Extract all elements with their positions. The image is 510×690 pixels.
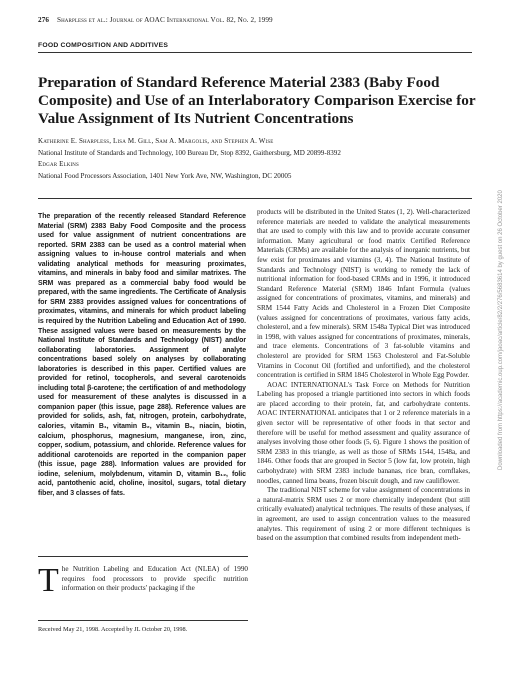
abstract: The preparation of the recently released Standard Reference Material (SRM) 2383 Baby Food Composite and the process used for value assignment of nutrient concentrations are reported. SRM 2383 can be used as a control material when assigning values to in-house control materials and when validating analytical methods for measuring proximates, vitamins, and minerals in baby food and similar matrixes. The SRM was prepared as a commercial baby food would be prepared, with the same ingredients. The Certificate of Analysis for SRM 2383 provides assigned values for concentrations of proximates, vitamins, and minerals for which product labeling is required by the Nutrition Labeling and Education Act of 1990. These assigned values were based on measurements by the National Institute of Standards and Technology (NIST) and/or collaborating laboratories. Assignment of analyte concentrations based solely on analyses by collaborating laboratories is described in this paper. Certified values are provided for retinol, tocopherols, and several carotenoids including total β-carotene; the certification of and methodology used for measurement of these analytes is discussed in a companion paper (this issue, page 288). Reference values are provided for solids, ash, fat, nitrogen, protein, carbohydrate, calories, vitamin B₁, vitamin B₂, vitamin B₆, niacin, biotin, calcium, phosphorus, magnesium, manganese, iron, zinc, copper, sodium, potassium, and chloride. Reference values for additional carotenoids are reported in the companion paper (this issue, page 288). Information values are provided for iodine, selenium, molybdenum, vitamin D, vitamin B₁₂, folic acid, pantothenic acid, choline, inositol, sugars, total dietary fiber, and 3 classes of fats. <box>38 213 246 497</box>
body-paragraph-2: AOAC INTERNATIONAL's Task Force on Methods for Nutrition Labeling has proposed a triangle partitioned into sectors in which foods are placed according to their protein, fat, and carbohydrate contents. AOAC INTERNATIONAL anticipates that 1 or 2 reference materials in a given sector will be representative of other foods in that sector and therefore will be useful for method assessment and quality assurance of analyses involving those other foods (5, 6). Figure 1 shows the position of SRM 2383 in this triangle, as well as those of SRMs 1544, 1548a, and 1846. Other foods that are grouped in Sector 5 (low fat, low protein, high carbohydrate) with SRM 2383 include bananas, rice bran, cornflakes, noodles, canned lima beans, frozen biscuit dough, and raw cauliflower. <box>257 380 470 485</box>
abstract-rule <box>38 198 472 199</box>
introduction-paragraph <box>38 562 248 599</box>
footnote-rule <box>38 620 248 621</box>
authors-nfpa: Edgar Elkins <box>38 160 79 168</box>
body-paragraph-3: The traditional NIST scheme for value assignment of concentrations in a natural-matrix SRM uses 2 or more chemically independent (but still critically evaluated) analytical techniques. The results of these analyses, if in agreement, are used to assign concentration values to the measured analytes. This requirement of using 2 or more different techniques is based on the assumption that combined results from independent meth- <box>257 486 470 543</box>
article-title: Preparation of Standard Reference Material 2383 (Baby Food Composite) and Use of an Interlaboratory Comparison Exercise for Value Assignment of Its Nutrient Concentrations <box>38 74 476 127</box>
drop-cap: T <box>38 562 59 599</box>
received-note: Received May 21, 1998. Accepted by JL October 20, 1998. <box>38 626 188 633</box>
section-rule <box>38 52 472 53</box>
authors-nist: Katherine E. Sharpless, Lisa M. Gill, Sam A. Margolis, and Stephen A. Wise <box>38 137 274 145</box>
section-heading: FOOD COMPOSITION AND ADDITIVES <box>38 42 169 49</box>
intro-top-rule <box>38 556 248 557</box>
journal-citation: Sharpless et al.: Journal of AOAC International Vol. 82, No. 2, 1999 <box>57 16 273 24</box>
intro-text: he Nutrition Labeling and Education Act (NLEA) of 1990 requires food processors to provide specific nutrition information on their products' packaging if the <box>61 565 248 593</box>
body-paragraph-1: products will be distributed in the United States (1, 2). Well-characterized reference materials are needed to validate the analytical measurements that are used to comply with this law and to provide accurate consumer information. Many agricultural or food matrix Certified Reference Materials (CRMs) are available for the analysis of inorganic nutrients, but few exist for proximates and vitamins (3, 4). The National Institute of Standards and Technology (NIST) is working to remedy the lack of nutritional information for food-based CRMs and in 1996, it introduced Standard Reference Material (SRM) 1846 Infant Formula (values assigned for concentrations of proximates, vitamins, and minerals) and SRM 1544 Fatty Acids and Cholesterol in a Frozen Diet Composite (values assigned for concentrations of proximates, various fatty acids, cholesterol, and a few minerals). SRM 1548a Typical Diet was introduced in 1998, with values assigned for concentrations of proximates, minerals, and trace elements. Concentrations of 3 fat-soluble vitamins and cholesterol are provided for SRM 1563 Cholesterol and Fat-Soluble Vitamins in Coconut Oil (fortified and unfortified), and the cholesterol concentration is certified in SRM 1845 Cholesterol in Whole Egg Powder. <box>257 208 470 380</box>
affiliation-nist: National Institute of Standards and Technology, 100 Bureau Dr, Stop 8392, Gaithersburg, MD 20899-8392 <box>38 149 341 157</box>
affiliation-nfpa: National Food Processors Association, 1401 New York Ave, NW, Washington, DC 20005 <box>38 172 292 180</box>
running-head <box>38 16 273 24</box>
right-column <box>257 208 470 544</box>
page-number: 276 <box>38 16 50 24</box>
download-watermark: Downloaded from https://academic.oup.com/jaoac/article/82/2/276/5683614 by guest on 26 October 2020 <box>498 190 504 470</box>
